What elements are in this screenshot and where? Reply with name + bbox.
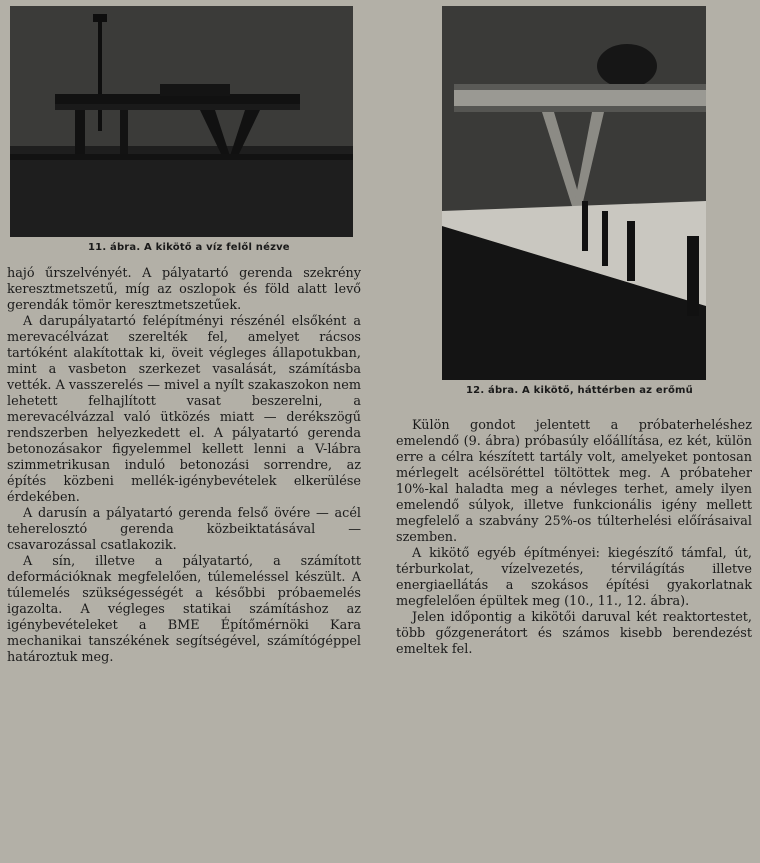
left-text-column (7, 266, 361, 666)
figure-12-caption: 12. ábra. A kikötő, háttérben az erőmű (466, 385, 693, 396)
paragraph: A sín, illetve a pályatartó, a számított deformációknak megfelelően, túlemeléssel készült. A túlemelés szükségességét a későbbi próbaemelés igazolta. A végleges statikai számításhoz az igénybevételeket a BME Építőmérnöki Kara mechanikai tanszékének segítségével, számítógéppel határoztuk meg. (7, 554, 361, 665)
paragraph: A darupályatartó felépítményi részénél elsőként a merevacélvázat szerelték fel, amelyet rácsos tartóként alakítottak ki, öveit végleges állapotukban, mint a vasbeton szerkezet vasalását, számításba vették. A vasszerelés — mivel a nyílt szakaszokon nem lehetett felhajlított vasat beszerelni, a merevacélvázzal való ütközés miatt — derékszögű rendszerben helyezkedett el. A pályatartó gerenda betonozásakor figyelemmel kellett lenni a V-lábra szimmetrikusan induló betonozási sorrendre, az építés közbeni mellék-igénybevételek elkerülése érdekében. (7, 314, 361, 505)
paragraph: Jelen időpontig a kikötői daruval két reaktortestet, több gőzgenerátort és számos kisebb berendezést emeltek fel. (396, 610, 752, 657)
harbour-power-plant-photo-drawing (442, 6, 706, 380)
crane-runway-photo (10, 6, 353, 237)
paragraph: Külön gondot jelentett a próbaterheléshez emelendő (9. ábra) próbasúly előállítása, ez két, külön erre a célra készített tartály volt, amelyeket pontosan mérlegelt acélsöréttel töltöttek meg. A próbateher 10%-kal haladta meg a névleges terhet, amely ilyen emelendő súlyok, illetve funkcionális igény mellett megfelelő a szabvány 25%-os túlterhelési előírásaival szemben. (396, 418, 752, 545)
harbour-power-plant-photo (442, 6, 706, 380)
right-text-column (396, 418, 752, 658)
paragraph: hajó űrszelvényét. A pályatartó gerenda szekrény keresztmetszetű, míg az oszlopok és föld alatt levő gerendák tömör keresztmetszetűek. (7, 266, 361, 313)
paragraph: A kikötő egyéb építményei: kiegészítő támfal, út, térburkolat, vízelvezetés, térvilágítás illetve energiaellátás a szokásos építési gyakorlatnak megfelelően épültek meg (10., 11., 12. ábra). (396, 546, 752, 609)
crane-runway-photo-drawing (10, 6, 353, 237)
figure-11-caption: 11. ábra. A kikötő a víz felől nézve (88, 242, 290, 253)
paragraph: A darusín a pályatartó gerenda felső övére — acél teherelosztó gerenda közbeiktatásával — csavarozással csatlakozik. (7, 506, 361, 553)
